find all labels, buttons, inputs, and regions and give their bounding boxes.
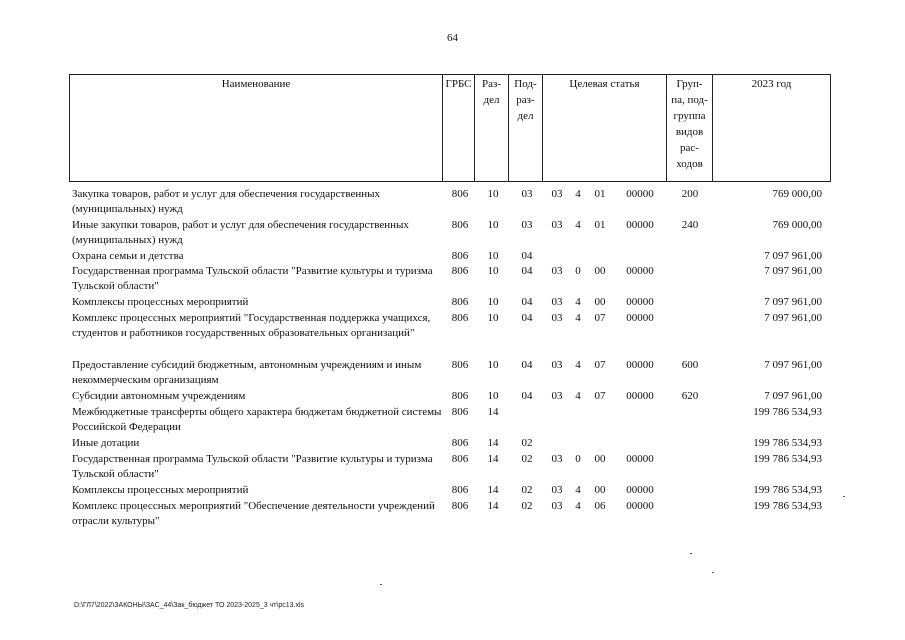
header-podrazdel-line: дел (517, 110, 534, 122)
cell-razdel: 10 (487, 359, 499, 371)
cell-target-1: 03 (551, 296, 563, 308)
header-group-line: группа (673, 110, 706, 122)
scan-speck (712, 572, 714, 573)
file-path-footer: D:\ГЛ7\2022\ЗАКОНЫ\ЗАС_44\Зак_бюджет ТО 2023-2025_3 чт\рс13.xls (74, 602, 305, 609)
cell-grbs: 806 (451, 453, 469, 465)
cell-podrazdel: 04 (521, 390, 533, 402)
table-header (69, 74, 831, 182)
cell-razdel: 14 (487, 406, 499, 418)
cell-target-1: 03 (551, 484, 563, 496)
cell-grbs: 806 (451, 484, 469, 496)
cell-target-2: 4 (575, 312, 581, 324)
header-year (712, 75, 830, 181)
cell-podrazdel: 04 (521, 296, 533, 308)
cell-target-3: 00 (594, 265, 606, 277)
scan-speck (843, 496, 845, 497)
cell-podrazdel: 04 (521, 250, 533, 262)
cell-group: 620 (681, 390, 699, 402)
cell-grbs: 806 (451, 296, 469, 308)
cell-target-4: 00000 (626, 484, 654, 496)
cell-target-1: 03 (551, 390, 563, 402)
cell-amount: 199 786 534,93 (753, 453, 822, 465)
header-group-line: ходов (676, 158, 703, 170)
cell-target-4: 00000 (626, 188, 654, 200)
cell-podrazdel: 02 (521, 484, 533, 496)
header-group-line: Груп- (676, 78, 703, 90)
cell-razdel: 10 (487, 312, 499, 324)
cell-name: Межбюджетные трансферты общего характера бюджетам бюджетной системы Российской Федерации (72, 406, 442, 433)
cell-grbs: 806 (451, 188, 469, 200)
header-group-line: па, под- (671, 94, 708, 106)
cell-name: Охрана семьи и детства (72, 250, 184, 262)
header-podrazdel (508, 75, 542, 181)
cell-target-3: 01 (594, 188, 606, 200)
cell-amount: 769 000,00 (772, 188, 822, 200)
cell-razdel: 14 (487, 453, 499, 465)
cell-target-2: 4 (575, 188, 581, 200)
cell-amount: 199 786 534,93 (753, 484, 822, 496)
cell-target-2: 4 (575, 390, 581, 402)
cell-razdel: 14 (487, 484, 499, 496)
cell-amount: 7 097 961,00 (764, 265, 822, 277)
header-razdel-line: Раз- (481, 78, 501, 90)
cell-amount: 7 097 961,00 (764, 296, 822, 308)
cell-target-3: 07 (594, 390, 606, 402)
cell-target-1: 03 (551, 500, 563, 512)
cell-razdel: 10 (487, 188, 499, 200)
cell-target-4: 00000 (626, 312, 654, 324)
cell-razdel: 14 (487, 437, 499, 449)
cell-target-4: 00000 (626, 265, 654, 277)
cell-name: Комплексы процессных мероприятий (72, 296, 249, 308)
cell-amount: 199 786 534,93 (753, 406, 822, 418)
cell-grbs: 806 (451, 500, 469, 512)
cell-razdel: 14 (487, 500, 499, 512)
cell-amount: 7 097 961,00 (764, 390, 822, 402)
header-podrazdel-line: Под- (514, 78, 537, 90)
cell-amount: 199 786 534,93 (753, 437, 822, 449)
header-grbs-label: ГРБС (445, 78, 472, 90)
cell-amount: 7 097 961,00 (764, 250, 822, 262)
cell-target-3: 07 (594, 359, 606, 371)
cell-target-3: 00 (594, 484, 606, 496)
header-target-label: Целевая статья (569, 78, 640, 90)
cell-target-3: 07 (594, 312, 606, 324)
header-group-line: рас- (680, 142, 699, 154)
cell-target-2: 4 (575, 359, 581, 371)
cell-podrazdel: 02 (521, 453, 533, 465)
cell-target-2: 4 (575, 484, 581, 496)
cell-razdel: 10 (487, 265, 499, 277)
cell-name: Государственная программа Тульской области "Развитие культуры и туризма Тульской области" (72, 453, 433, 480)
cell-target-1: 03 (551, 219, 563, 231)
cell-group: 600 (681, 359, 699, 371)
cell-podrazdel: 03 (521, 188, 533, 200)
cell-name: Иные закупки товаров, работ и услуг для обеспечения государственных (муниципальных) нужд (72, 219, 409, 246)
header-group (666, 75, 712, 181)
cell-group: 200 (681, 188, 699, 200)
header-name-label: Наименование (221, 78, 291, 90)
cell-name: Комплексы процессных мероприятий (72, 484, 249, 496)
cell-target-1: 03 (551, 188, 563, 200)
cell-target-2: 0 (575, 265, 581, 277)
header-year-label: 2023 год (751, 78, 792, 90)
cell-target-2: 4 (575, 500, 581, 512)
cell-target-4: 00000 (626, 390, 654, 402)
cell-target-1: 03 (551, 312, 563, 324)
cell-name: Закупка товаров, работ и услуг для обеспечения государственных (муниципальных) нужд (72, 188, 381, 215)
cell-target-1: 03 (551, 265, 563, 277)
cell-name: Предоставление субсидий бюджетным, автономным учреждениям и иным некоммерческим организациям (72, 359, 422, 386)
cell-target-3: 00 (594, 453, 606, 465)
cell-razdel: 10 (487, 390, 499, 402)
cell-grbs: 806 (451, 437, 469, 449)
cell-grbs: 806 (451, 406, 469, 418)
cell-name: Комплекс процессных мероприятий "Обеспечение деятельности учреждений отрасли культуры" (72, 500, 435, 527)
cell-target-4: 00000 (626, 359, 654, 371)
cell-grbs: 806 (451, 359, 469, 371)
cell-amount: 199 786 534,93 (753, 500, 822, 512)
cell-target-4: 00000 (626, 500, 654, 512)
header-razdel-line: дел (483, 94, 500, 106)
header-name (70, 75, 442, 181)
cell-target-4: 00000 (626, 219, 654, 231)
cell-name: Комплекс процессных мероприятий "Государственная поддержка учащихся, студентов и работников государственных образовательных организаций" (72, 312, 431, 339)
cell-amount: 7 097 961,00 (764, 312, 822, 324)
header-group-line: видов (675, 126, 704, 138)
cell-target-3: 06 (594, 500, 606, 512)
cell-target-4: 00000 (626, 296, 654, 308)
cell-podrazdel: 02 (521, 437, 533, 449)
cell-podrazdel: 04 (521, 265, 533, 277)
cell-target-2: 4 (575, 296, 581, 308)
cell-amount: 769 000,00 (772, 219, 822, 231)
header-podrazdel-line: раз- (516, 94, 535, 106)
cell-razdel: 10 (487, 250, 499, 262)
scan-speck (690, 553, 692, 554)
cell-amount: 7 097 961,00 (764, 359, 822, 371)
cell-name: Субсидии автономным учреждениям (72, 390, 246, 402)
cell-target-1: 03 (551, 359, 563, 371)
cell-name: Иные дотации (72, 437, 140, 449)
cell-grbs: 806 (451, 312, 469, 324)
cell-target-4: 00000 (626, 453, 654, 465)
cell-grbs: 806 (451, 390, 469, 402)
page-number: 64 (447, 32, 458, 44)
cell-target-1: 03 (551, 453, 563, 465)
cell-grbs: 806 (451, 250, 469, 262)
cell-podrazdel: 02 (521, 500, 533, 512)
cell-target-3: 01 (594, 219, 606, 231)
cell-grbs: 806 (451, 265, 469, 277)
cell-target-2: 0 (575, 453, 581, 465)
cell-podrazdel: 03 (521, 219, 533, 231)
header-razdel (474, 75, 508, 181)
header-target (542, 75, 666, 181)
cell-grbs: 806 (451, 219, 469, 231)
scan-speck (380, 584, 382, 585)
header-grbs (442, 75, 474, 181)
cell-target-3: 00 (594, 296, 606, 308)
cell-group: 240 (681, 219, 699, 231)
cell-razdel: 10 (487, 296, 499, 308)
cell-target-2: 4 (575, 219, 581, 231)
cell-name: Государственная программа Тульской области "Развитие культуры и туризма Тульской области" (72, 265, 433, 292)
cell-razdel: 10 (487, 219, 499, 231)
cell-podrazdel: 04 (521, 359, 533, 371)
cell-podrazdel: 04 (521, 312, 533, 324)
